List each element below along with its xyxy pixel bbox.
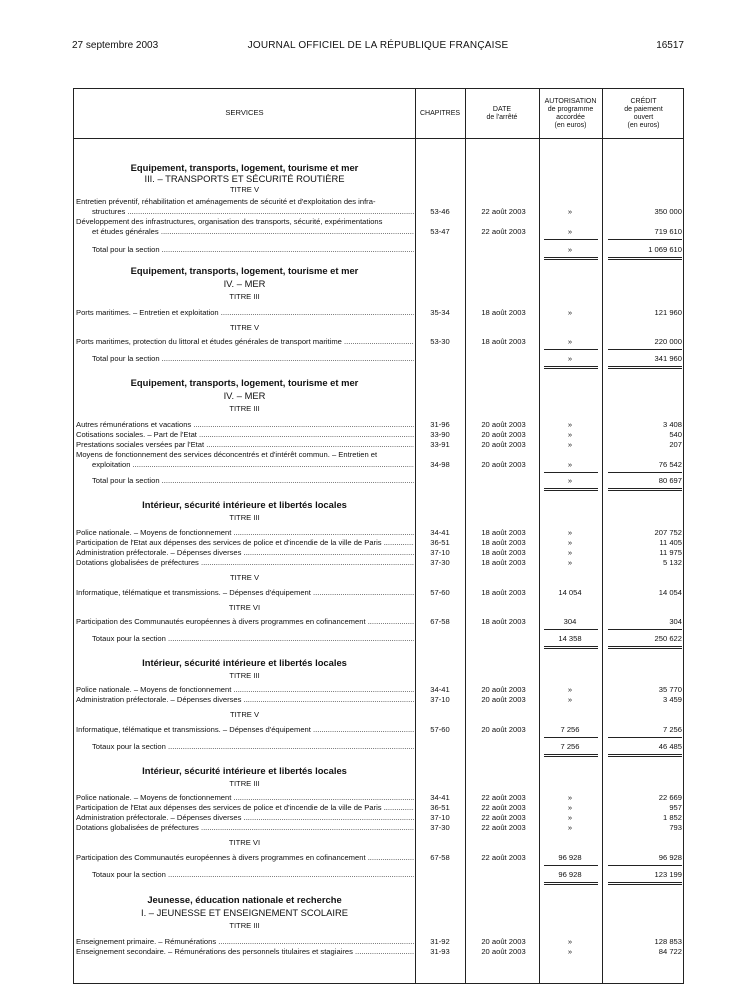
date-cell: 18 août 2003 [481,588,526,597]
table-row [74,476,683,486]
subtotal-rule [544,349,598,350]
table-row [74,460,683,470]
section-heading: Equipement, transports, logement, tourisme et mer [130,377,359,388]
total-rule [608,490,682,491]
table-row [74,354,683,364]
col-header-ap-line: de programme [547,106,594,113]
table-row [74,420,683,430]
table-row [74,528,683,538]
credit-cell: 121 960 [654,308,682,317]
chapitre-cell: 34-98 [430,460,450,469]
table-row [74,742,683,752]
autorisation-cell: » [567,420,573,429]
table-row [74,793,683,803]
autorisation-cell: » [567,337,573,346]
autorisation-cell: » [567,476,573,485]
autorisation-cell: 14 358 [558,634,582,643]
col-header-date [465,106,539,122]
service-label: Administration préfectorale. – Dépenses diverses ..... [76,695,414,705]
subtotal-rule [544,488,598,489]
table-row [74,813,683,823]
table-row [74,558,683,568]
date-cell: 20 août 2003 [481,440,526,449]
date-cell: 20 août 2003 [481,430,526,439]
service-label: et études générales ..... [92,227,414,237]
section-subheading: IV. – MER [223,390,266,401]
service-label: Enseignement secondaire. – Rémunérations des personnels titulaires et stagiaires ..... [76,947,414,957]
subtotal-rule [544,257,598,258]
table-row [74,308,683,318]
total-rule [544,259,598,260]
col-header-cp-line: (en euros) [627,122,660,129]
subtotal-rule [608,882,682,883]
table-row [74,538,683,548]
credit-cell: 96 928 [658,853,682,862]
table-row [74,617,683,627]
chapitre-cell: 34-41 [430,793,450,802]
credit-cell: 84 722 [658,947,682,956]
credit-cell: 207 752 [654,528,682,537]
date-cell: 22 août 2003 [481,793,526,802]
credit-cell: 123 199 [654,870,682,879]
chapitre-cell: 37-10 [430,548,450,557]
header-date: 27 septembre 2003 [72,40,159,51]
credit-cell: 76 542 [658,460,682,469]
date-cell: 22 août 2003 [481,823,526,832]
credit-cell: 7 256 [662,725,682,734]
service-label: Participation de l'Etat aux dépenses des services de police et d'incendie de la ville de Paris ..... [76,538,414,548]
credit-cell: 128 853 [654,937,682,946]
subtotal-rule [544,754,598,755]
chapitre-cell: 37-10 [430,695,450,704]
titre-heading: TITRE V [229,573,260,582]
credit-cell: 14 054 [658,588,682,597]
section-heading: Intérieur, sécurité intérieure et libertés locales [142,765,347,776]
col-header-credit [602,98,685,130]
col-header-ap-line: (en euros) [554,122,587,129]
autorisation-cell: » [567,793,573,802]
service-label: Développement des infrastructures, organisation des transports, sécurité, expérimentations [76,217,383,226]
service-label: structures ..... [92,207,414,217]
service-label: Autres rémunérations et vacations ..... [76,420,414,430]
subtotal-rule [608,737,682,738]
autorisation-cell: 14 054 [558,588,582,597]
subtotal-rule [608,349,682,350]
credit-cell: 11 405 [659,538,682,547]
autorisation-cell: » [567,460,573,469]
credit-cell: 540 [669,430,682,439]
autorisation-cell: » [567,695,573,704]
date-cell: 18 août 2003 [481,548,526,557]
table-row [74,725,683,735]
date-cell: 20 août 2003 [481,460,526,469]
service-label: Total pour la section ..... [92,354,414,364]
titre-heading: TITRE V [229,323,260,332]
col-header-services: SERVICES [225,108,264,117]
table-row [74,440,683,450]
service-label: Police nationale. – Moyens de fonctionnement ..... [76,528,414,538]
autorisation-cell: » [567,823,573,832]
chapitre-cell: 53-47 [430,227,450,236]
col-header-chapitres: CHAPITRES [419,110,461,117]
autorisation-cell: » [567,803,573,812]
service-label: Administration préfectorale. – Dépenses diverses ..... [76,548,414,558]
chapitre-cell: 31-96 [430,420,450,429]
service-label: Informatique, télématique et transmissions. – Dépenses d'équipement ..... [76,588,414,598]
autorisation-cell: » [567,685,573,694]
autorisation-cell: 96 928 [558,853,582,862]
autorisation-cell: » [567,558,573,567]
total-rule [544,648,598,649]
table-row [74,450,683,460]
date-cell: 22 août 2003 [481,803,526,812]
credit-cell: 793 [669,823,682,832]
autorisation-cell: » [567,528,573,537]
credit-cell: 80 697 [658,476,682,485]
col-header-ap-line: accordée [556,114,585,121]
chapitre-cell: 36-51 [430,803,450,812]
table-row [74,634,683,644]
col-header-date-line: de l'arrêté [486,114,518,121]
chapitre-cell: 33-90 [430,430,450,439]
table-row [74,823,683,833]
date-cell: 18 août 2003 [481,308,526,317]
service-label: Entretien préventif, réhabilitation et aménagements de sécurité et d'exploitation des infra- [76,197,376,206]
date-cell: 18 août 2003 [481,528,526,537]
date-cell: 18 août 2003 [481,558,526,567]
col-header-cp-line: CRÉDIT [630,98,657,105]
service-label: Total pour la section ..... [92,245,414,255]
credit-cell: 719 610 [654,227,682,236]
total-rule [608,368,682,369]
autorisation-cell: » [567,308,573,317]
titre-heading: TITRE III [229,779,260,788]
titre-heading: TITRE V [229,710,260,719]
subtotal-rule [608,257,682,258]
col-header-date-line: DATE [492,106,512,113]
date-cell: 18 août 2003 [481,337,526,346]
total-rule [544,368,598,369]
service-label: Participation de l'Etat aux dépenses des services de police et d'incendie de la ville de Paris ..... [76,803,414,813]
subtotal-rule [608,472,682,473]
date-cell: 20 août 2003 [481,937,526,946]
chapitre-cell: 33-91 [430,440,450,449]
autorisation-cell: » [567,430,573,439]
autorisation-cell: » [567,813,573,822]
total-rule [544,884,598,885]
chapitre-cell: 37-30 [430,558,450,567]
total-rule [608,884,682,885]
titre-heading: TITRE III [229,404,260,413]
service-label: Dotations globalisées de préfectures ..... [76,558,414,568]
service-label: Totaux pour la section ..... [92,742,414,752]
col-header-autorisation [539,98,602,130]
subtotal-rule [608,488,682,489]
subtotal-rule [544,629,598,630]
autorisation-cell: » [567,245,573,254]
date-cell: 20 août 2003 [481,725,526,734]
credit-cell: 250 622 [654,634,682,643]
subtotal-rule [608,754,682,755]
date-cell: 20 août 2003 [481,695,526,704]
credit-cell: 5 132 [662,558,682,567]
section-heading: Equipement, transports, logement, tourisme et mer [130,265,359,276]
date-cell: 20 août 2003 [481,420,526,429]
journal-title: JOURNAL OFFICIEL DE LA RÉPUBLIQUE FRANÇAISE [247,40,509,51]
service-label: Totaux pour la section ..... [92,870,414,880]
service-label: Police nationale. – Moyens de fonctionnement ..... [76,793,414,803]
titre-heading: TITRE V [229,185,260,194]
service-label: Moyens de fonctionnement des services déconcentrés et d'intérêt commun. – Entretien et [76,450,378,459]
table-row [74,548,683,558]
section-heading: Intérieur, sécurité intérieure et libertés locales [142,499,347,510]
subtotal-rule [608,366,682,367]
chapitre-cell: 34-41 [430,528,450,537]
chapitre-cell: 53-30 [430,337,450,346]
date-cell: 18 août 2003 [481,538,526,547]
autorisation-cell: » [567,937,573,946]
autorisation-cell: » [567,538,573,547]
credits-table [73,88,684,984]
autorisation-cell: 7 256 [560,725,580,734]
autorisation-cell: » [567,227,573,236]
table-row [74,947,683,957]
table-row [74,207,683,217]
total-rule [544,756,598,757]
date-cell: 22 août 2003 [481,813,526,822]
date-cell: 22 août 2003 [481,207,526,216]
service-label: Enseignement primaire. – Rémunérations ..... [76,937,414,947]
total-rule [608,648,682,649]
titre-heading: TITRE III [229,292,260,301]
chapitre-cell: 67-58 [430,853,450,862]
service-label: exploitation ..... [92,460,414,470]
table-row [74,430,683,440]
table-row [74,217,683,227]
table-row [74,227,683,237]
date-cell: 22 août 2003 [481,227,526,236]
credit-cell: 11 975 [659,548,682,557]
subtotal-rule [544,239,598,240]
titre-heading: TITRE III [229,671,260,680]
credit-cell: 35 770 [658,685,682,694]
table-row [74,197,683,207]
autorisation-cell: » [567,548,573,557]
section-subheading: IV. – MER [223,278,266,289]
subtotal-rule [608,865,682,866]
section-subheading: I. – JEUNESSE ET ENSEIGNEMENT SCOLAIRE [140,907,348,918]
credit-cell: 304 [669,617,682,626]
autorisation-cell: » [567,354,573,363]
subtotal-rule [544,737,598,738]
subtotal-rule [608,239,682,240]
service-label: Informatique, télématique et transmissions. – Dépenses d'équipement ..... [76,725,414,735]
titre-heading: TITRE VI [228,603,261,612]
chapitre-cell: 37-10 [430,813,450,822]
subtotal-rule [544,472,598,473]
header-rule [74,138,683,139]
service-label: Totaux pour la section ..... [92,634,414,644]
col-header-cp-line: ouvert [633,114,654,121]
credit-cell: 220 000 [654,337,682,346]
table-row [74,588,683,598]
autorisation-cell: » [567,440,573,449]
service-label: Participation des Communautés européennes à divers programmes en cofinancement ..... [76,617,414,627]
credit-cell: 3 408 [662,420,682,429]
credit-cell: 1 069 610 [648,245,682,254]
chapitre-cell: 67-58 [430,617,450,626]
chapitre-cell: 31-93 [430,947,450,956]
table-row [74,853,683,863]
autorisation-cell: » [567,947,573,956]
subtotal-rule [608,646,682,647]
table-row [74,685,683,695]
service-label: Prestations sociales versées par l'Etat ..... [76,440,414,450]
titre-heading: TITRE VI [228,838,261,847]
subtotal-rule [544,646,598,647]
subtotal-rule [544,366,598,367]
section-heading: Intérieur, sécurité intérieure et libertés locales [142,657,347,668]
service-label: Dotations globalisées de préfectures ..... [76,823,414,833]
section-subheading: III. – TRANSPORTS ET SÉCURITÉ ROUTIÈRE [144,173,345,184]
page-header [72,40,684,54]
credit-cell: 341 960 [654,354,682,363]
chapitre-cell: 53-46 [430,207,450,216]
autorisation-cell: 7 256 [560,742,580,751]
autorisation-cell: » [567,207,573,216]
table-row [74,337,683,347]
col-header-ap-line: AUTORISATION [544,98,597,105]
chapitre-cell: 36-51 [430,538,450,547]
section-heading: Equipement, transports, logement, tourisme et mer [130,162,359,173]
autorisation-cell: 96 928 [558,870,582,879]
service-label: Administration préfectorale. – Dépenses diverses ..... [76,813,414,823]
credit-cell: 3 459 [662,695,682,704]
table-row [74,245,683,255]
service-label: Ports maritimes, protection du littoral et études générales de transport maritime ..... [76,337,414,347]
subtotal-rule [544,882,598,883]
date-cell: 18 août 2003 [481,617,526,626]
total-rule [544,490,598,491]
total-rule [608,756,682,757]
credit-cell: 46 485 [658,742,682,751]
service-label: Participation des Communautés européennes à divers programmes en cofinancement ..... [76,853,414,863]
table-row [74,937,683,947]
chapitre-cell: 31-92 [430,937,450,946]
table-row [74,870,683,880]
service-label: Total pour la section ..... [92,476,414,486]
autorisation-cell: 304 [563,617,577,626]
total-rule [608,259,682,260]
chapitre-cell: 57-60 [430,725,450,734]
service-label: Police nationale. – Moyens de fonctionnement ..... [76,685,414,695]
chapitre-cell: 37-30 [430,823,450,832]
service-label: Cotisations sociales. – Part de l'Etat ..... [76,430,414,440]
date-cell: 22 août 2003 [481,853,526,862]
credit-cell: 207 [669,440,682,449]
date-cell: 20 août 2003 [481,685,526,694]
date-cell: 20 août 2003 [481,947,526,956]
section-heading: Jeunesse, éducation nationale et recherche [147,894,342,905]
credit-cell: 22 669 [658,793,682,802]
chapitre-cell: 57-60 [430,588,450,597]
titre-heading: TITRE III [229,513,260,522]
chapitre-cell: 34-41 [430,685,450,694]
subtotal-rule [608,629,682,630]
credit-cell: 350 000 [654,207,682,216]
subtotal-rule [544,865,598,866]
table-row [74,695,683,705]
table-row [74,803,683,813]
credit-cell: 957 [669,803,682,812]
credit-cell: 1 852 [662,813,682,822]
service-label: Ports maritimes. – Entretien et exploitation ..... [76,308,414,318]
chapitre-cell: 35-34 [430,308,450,317]
col-header-cp-line: de paiement [624,106,663,113]
page-number: 16517 [656,40,684,51]
titre-heading: TITRE III [229,921,260,930]
